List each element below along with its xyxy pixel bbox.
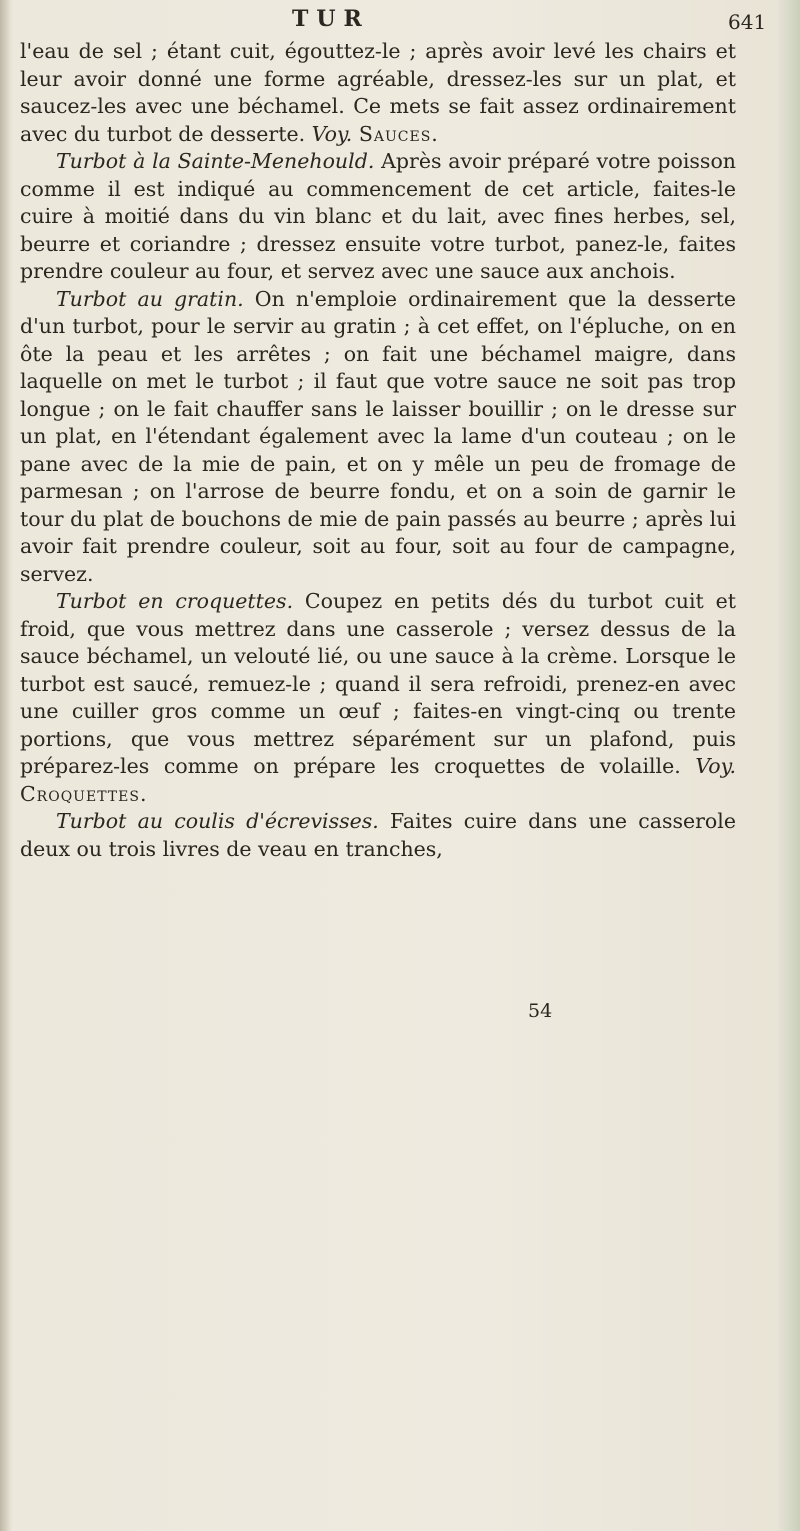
entry-au-gratin: [20, 286, 736, 589]
cross-reference: Sauces.: [358, 121, 439, 146]
page-number: 641: [728, 10, 767, 34]
cross-reference: Croquettes.: [20, 781, 148, 806]
entry-en-croquettes: [20, 588, 736, 808]
signature-mark: 54: [528, 1000, 553, 1022]
entry-text: Faites cuire dans une casserole deux ou trois livres de veau en tranches,: [20, 809, 736, 861]
entry-text: l'eau de sel ; étant cuit, égouttez-le ; après avoir levé les chairs et leur avoir donné une forme agréable, dressez-les sur un plat, et saucez-les avec une béchamel. Ce mets se fait assez ordinairement avec du turbot de desserte.: [20, 39, 736, 146]
entry-continuation: [20, 38, 736, 148]
entry-title: Turbot en croquettes.: [56, 589, 294, 613]
entry-title: Turbot au gratin.: [56, 286, 244, 311]
running-head: TUR: [292, 6, 370, 32]
entry-title: Turbot au coulis d'écrevisses.: [56, 809, 379, 833]
see-reference: Voy.: [695, 754, 736, 778]
page-gutter: [0, 0, 10, 1531]
entry-text: On n'emploie ordinairement que la desserte d'un turbot, pour le servir au gratin ; à cet effet, on l'épluche, on en ôte la peau et les arrêtes ; on fait une béchamel maigre, dans laquelle on met le turbot ; il faut que votre sauce ne soit pas trop longue ; on le fait chauffer sans le laisser bouillir ; on le dresse sur un plat, en l'étendant également avec la lame d'un couteau ; on le pane avec de la mie de pain, et on y mêle un peu de fromage de parmesan ; on l'arrose de beurre fondu, et on a soin de garnir le tour du plat de bouchons de mie de pain passés au beurre ; après lui avoir fait prendre couleur, soit au four, soit au four de campagne, servez.: [20, 286, 736, 586]
entry-text: Après avoir préparé votre poisson comme il est indiqué au commencement de cet article, faites-le cuire à moitié dans du vin blanc et du lait, avec fines herbes, sel, beurre et coriandre ; dressez ensuite votre turbot, panez-le, faites prendre couleur au four, et servez avec une sauce aux anchois.: [20, 149, 736, 283]
entry-text: Coupez en petits dés du turbot cuit et froid, que vous mettrez dans une casserole ; versez dessus de la sauce béchamel, un velouté lié, ou une sauce à la crème. Lorsque le turbot est saucé, remuez-le ; quand il sera refroidi, prenez-en avec une cuiller gros comme un œuf ; faites-en vingt-cinq ou trente portions, que vous mettrez séparément sur un plafond, puis préparez-les comme on prépare les croquettes de volaille.: [20, 589, 736, 778]
body-text: [20, 38, 736, 863]
entry-title: Turbot à la Sainte-Menehould.: [56, 149, 375, 173]
see-reference: Voy.: [311, 121, 353, 146]
page-edge: [778, 0, 800, 1531]
entry-coulis-ecrevisses: [20, 808, 736, 863]
entry-sainte-menehould: [20, 148, 736, 286]
page-header: [0, 6, 800, 40]
